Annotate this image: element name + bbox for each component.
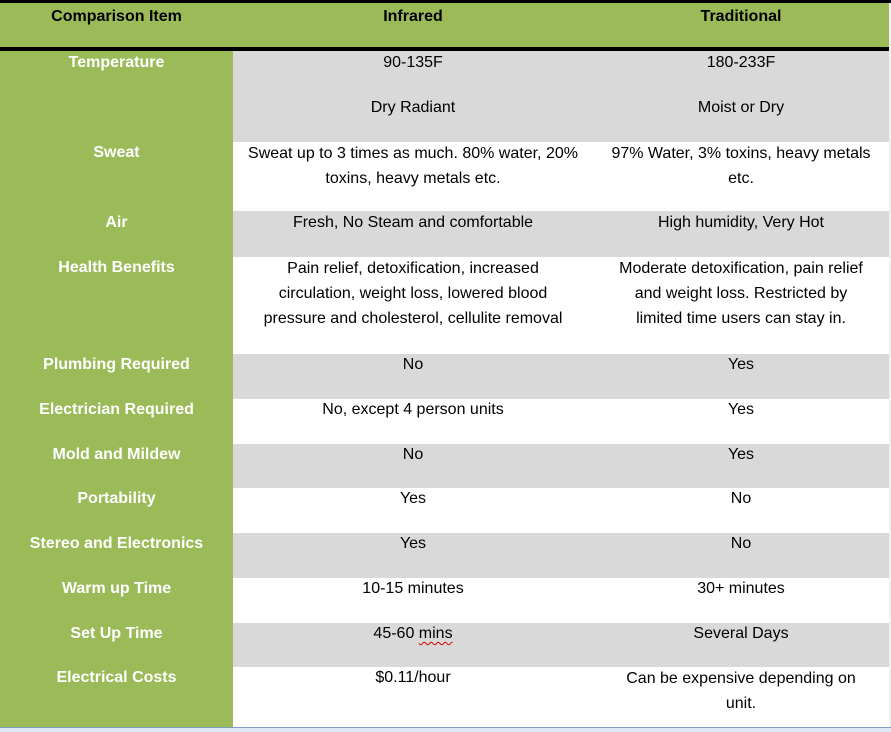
infrared-air: Fresh, No Steam and comfortable <box>292 214 534 231</box>
row-label-warm-up: Warm up Time <box>61 580 172 597</box>
row-label-portability: Portability <box>77 490 156 507</box>
window-bottom-strip <box>0 727 891 732</box>
infrared-electrical-costs: $0.11/hour <box>375 669 451 686</box>
row-label-sweat: Sweat <box>93 144 140 161</box>
row-label-electrician: Electrician Required <box>39 401 194 418</box>
infrared-health-benefits: Pain relief, detoxification, increased circulation, weight loss, lowered blood pressure and cholesterol, cellulite removal <box>263 260 563 327</box>
set-up-value: 45-60 <box>373 625 419 642</box>
traditional-stereo: No <box>730 535 752 552</box>
row-label-plumbing: Plumbing Required <box>43 356 190 373</box>
row-label-mold: Mold and Mildew <box>52 446 181 463</box>
traditional-heat-type: Moist or Dry <box>697 99 785 116</box>
infrared-stereo: Yes <box>399 535 427 552</box>
row-label-stereo: Stereo and Electronics <box>29 535 204 552</box>
infrared-warm-up: 10-15 minutes <box>362 580 464 597</box>
traditional-sweat: 97% Water, 3% toxins, heavy metals etc. <box>611 145 871 187</box>
table-header <box>0 3 889 47</box>
row-label-electrical-costs: Electrical Costs <box>56 669 177 686</box>
traditional-electrician: Yes <box>727 401 755 418</box>
header-comparison-item: Comparison Item <box>51 8 182 25</box>
traditional-mold: Yes <box>727 446 755 463</box>
traditional-warm-up: 30+ minutes <box>697 580 785 597</box>
infrared-mold: No <box>402 446 424 463</box>
infrared-plumbing: No <box>402 356 424 373</box>
row-label-air: Air <box>105 214 128 231</box>
infrared-sweat: Sweat up to 3 times as much. 80% water, 20% toxins, heavy metals etc. <box>248 145 578 187</box>
traditional-air: High humidity, Very Hot <box>658 214 824 231</box>
traditional-temperature: 180-233F <box>706 54 776 71</box>
infrared-portability: Yes <box>399 490 427 507</box>
row-label-temperature: Temperature <box>68 54 165 71</box>
infrared-heat-type: Dry Radiant <box>370 99 456 116</box>
infrared-set-up <box>233 621 593 646</box>
infrared-temperature: 90-135F <box>383 54 443 71</box>
traditional-health-benefits: Moderate detoxification, pain relief and weight loss. Restricted by limited time users can stay in. <box>619 260 863 327</box>
traditional-electrical-costs: Can be expensive depending on unit. <box>626 670 856 712</box>
spellcheck-underlined-word: mins <box>418 625 453 642</box>
traditional-set-up: Several Days <box>693 625 789 642</box>
infrared-electrician: No, except 4 person units <box>322 401 504 418</box>
row-label-health-benefits: Health Benefits <box>58 259 175 276</box>
traditional-plumbing: Yes <box>727 356 755 373</box>
row-label-set-up: Set Up Time <box>70 625 163 642</box>
header-infrared: Infrared <box>383 8 443 25</box>
traditional-portability: No <box>730 490 752 507</box>
header-traditional: Traditional <box>700 8 782 25</box>
